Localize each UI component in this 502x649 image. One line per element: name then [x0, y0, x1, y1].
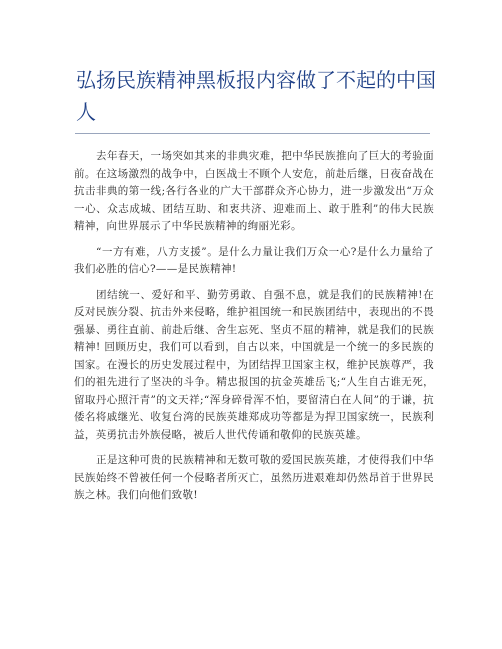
document-title: 弘扬民族精神黑板报内容做了不起的中国人 — [76, 68, 436, 124]
document-body — [74, 148, 434, 513]
paragraph-3: 团结统一、爱好和平、勤劳勇敢、自强不息，就是我们的民族精神!在反对民族分裂、抗击外来侵略，维护祖国统一和民族团结中，表现出的不畏强暴、勇往直前、前赴后继、舍生忘死、坚贞不屈的精神，就是我们的民族精神! 回顾历史，我们可以看到，自古以来，中国就是一个统一的多民族的国家。在漫长的历史发展过程中，为团结捍卫国家主权，维护民族尊严，我们的祖先进行了坚决的斗争。精忠报国的抗金英雄岳飞;“人生自古谁无死，留取丹心照汗青”的文天祥;“浑身碎骨浑不怕，要留清白在人间”的于谦，抗倭名将戚继光、收复台湾的民族英雄郑成功等都是为捍卫国家统一，民族利益，英勇抗击外族侵略，被后人世代传诵和敬仰的民族英雄。 — [74, 288, 434, 441]
paragraph-2: “一方有难，八方支援”。是什么力量让我们万众一心?是什么力量给了我们必胜的信心?——是民族精神! — [74, 245, 434, 275]
title-divider — [75, 133, 430, 134]
paragraph-4: 正是这种可贵的民族精神和无数可敬的爱国民族英雄，才使得我们中华民族始终不曾被任何一个侵略者所灭亡，虽然历进艰难却仍然昂首于世界民族之林。我们向他们致敬! — [74, 454, 434, 501]
paragraph-1: 去年春天，一场突如其来的非典灾难，把中华民族推向了巨大的考验面前。在这场激烈的战争中，白医战士不顾个人安危，前赴后继，日夜奋战在抗击非典的第一线;各行各业的广大干部群众齐心协力，进一步激发出“万众一心、众志成城、团结互助、和衷共济、迎难而上、敢于胜利”的伟大民族精神，向世界展示了中华民族精神的绚丽光彩。 — [74, 150, 434, 232]
